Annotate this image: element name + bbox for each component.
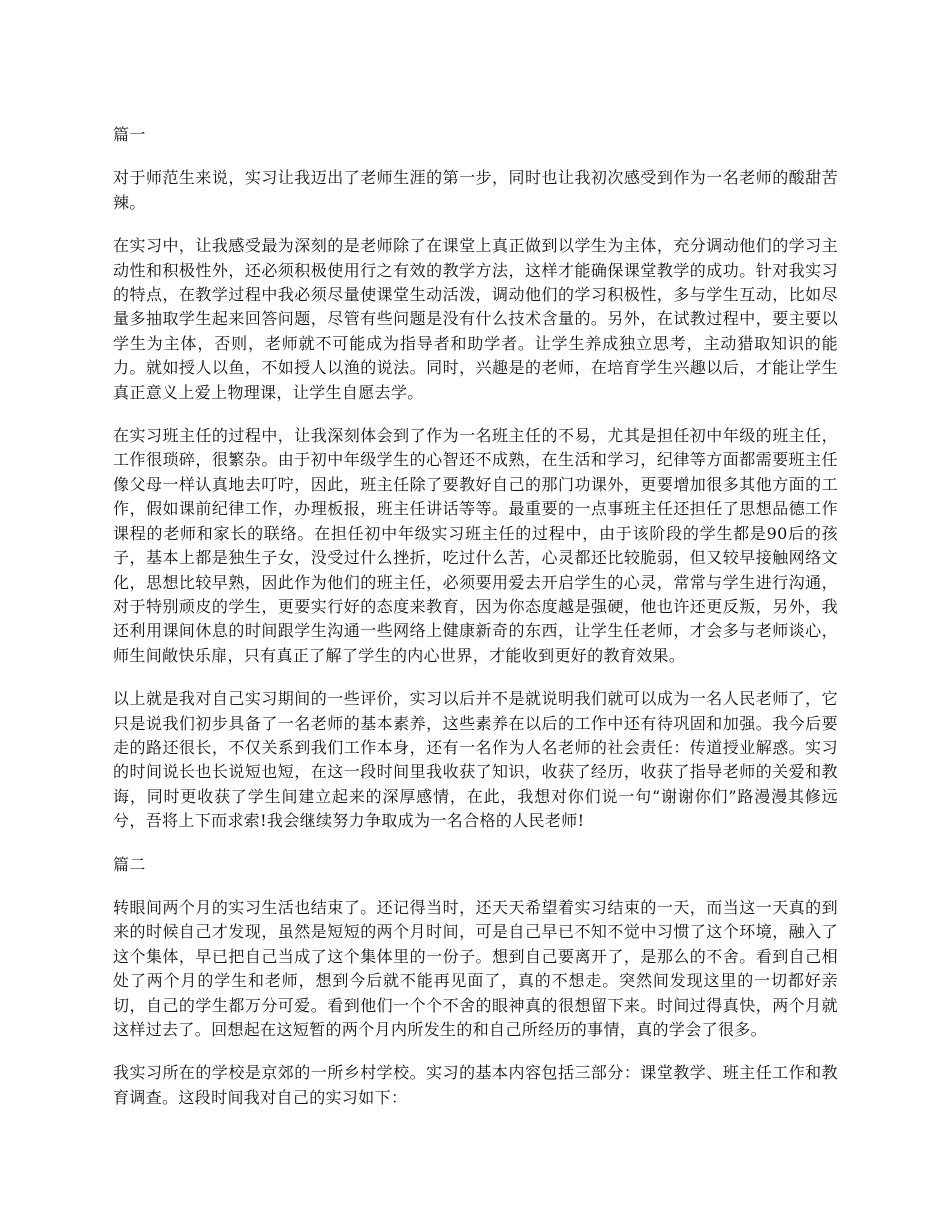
- paragraph: 转眼间两个月的实习生活也结束了。还记得当时，还天天希望着实习结束的一天，而当这一天真的到来的时候自己才发现，虽然是短短的两个月时间，可是自己早已不知不觉中习惯了这个环境，融入了这个集体，早已把自己当成了这个集体里的一份子。想到自己要离开了，是那么的不舍。看到自己相处了两个月的学生和老师，想到今后就不能再见面了，真的不想走。突然间发现这里的一切都好亲切，自己的学生都万分可爱。看到他们一个个不舍的眼神真的很想留下来。时间过得真快，两个月就这样过去了。回想起在这短暂的两个月内所发生的和自己所经历的事情，真的学会了很多。: [113, 897, 838, 1039]
- paragraph: 在实习班主任的过程中，让我深刻体会到了作为一名班主任的不易，尤其是担任初中年级的班主任，工作很琐碎，很繁杂。由于初中年级学生的心智还不成熟，在生活和学习，纪律等方面都需要班主任像父母一样认真地去叮咛，因此，班主任除了要教好自己的那门功课外，更要增加很多其他方面的工作，假如课前纪律工作，办理板报，班主任讲话等等。最重要的一点事班主任还担任了思想品德工作课程的老师和家长的联络。在担任初中年级实习班主任的过程中，由于该阶段的学生都是90后的孩子，基本上都是独生子女，没受过什么挫折，吃过什么苦，心灵都还比较脆弱，但又较早接触网络文化，思想比较早熟，因此作为他们的班主任，必须要用爱去开启学生的心灵，常常与学生进行沟通，对于特别顽皮的学生，更要实行好的态度来教育，因为你态度越是强硬，他也许还更反叛，另外，我还利用课间休息的时间跟学生沟通一些网络上健康新奇的东西，让学生任老师，才会多与老师谈心，师生间敞快乐扉，只有真正了解了学生的内心世界，才能收到更好的教育效果。: [113, 426, 838, 665]
- paragraph: 我实习所在的学校是京郊的一所乡村学校。实习的基本内容包括三部分：课堂教学、班主任工作和教育调查。这段时间我对自己的实习如下：: [113, 1063, 838, 1107]
- document-body: [113, 123, 838, 1129]
- paragraph: 以上就是我对自己实习期间的一些评价，实习以后并不是就说明我们就可以成为一名人民老师了，它只是说我们初步具备了一名老师的基本素养，这些素养在以后的工作中还有待巩固和加强。我今后要走的路还很长，不仅关系到我们工作本身，还有一名作为人名老师的社会责任：传道授业解惑。实习的时间说长也长说短也短，在这一段时间里我收获了知识，收获了经历，收获了指导老师的关爱和教诲，同时更收获了学生间建立起来的深厚感情，在此，我想对你们说一句“谢谢你们”路漫漫其修远兮，吾将上下而求索!我会继续努力争取成为一名合格的人民老师!: [113, 689, 838, 831]
- section-heading-2: 篇二: [113, 854, 146, 874]
- paragraph: 对于师范生来说，实习让我迈出了老师生涯的第一步，同时也让我初次感受到作为一名老师的酸甜苦辣。: [113, 168, 838, 212]
- paragraph: 在实习中，让我感受最为深刻的是老师除了在课堂上真正做到以学生为主体，充分调动他们的学习主动性和积极性外，还必须积极使用行之有效的教学方法，这样才能确保课堂教学的成功。针对我实习的特点，在教学过程中我必须尽量使课堂生动活泼，调动他们的学习积极性，多与学生互动，比如尽量多抽取学生起来回答问题，尽管有些问题是没有什么技术含量的。另外，在试教过程中，要主要以学生为主体，否则，老师就不可能成为指导者和助学者。让学生养成独立思考，主动猎取知识的能力。就如授人以鱼，不如授人以渔的说法。同时，兴趣是的老师，在培育学生兴趣以后，才能让学生真正意义上爱上物理课，让学生自愿去学。: [113, 236, 838, 402]
- section-heading-1: 篇一: [113, 125, 146, 144]
